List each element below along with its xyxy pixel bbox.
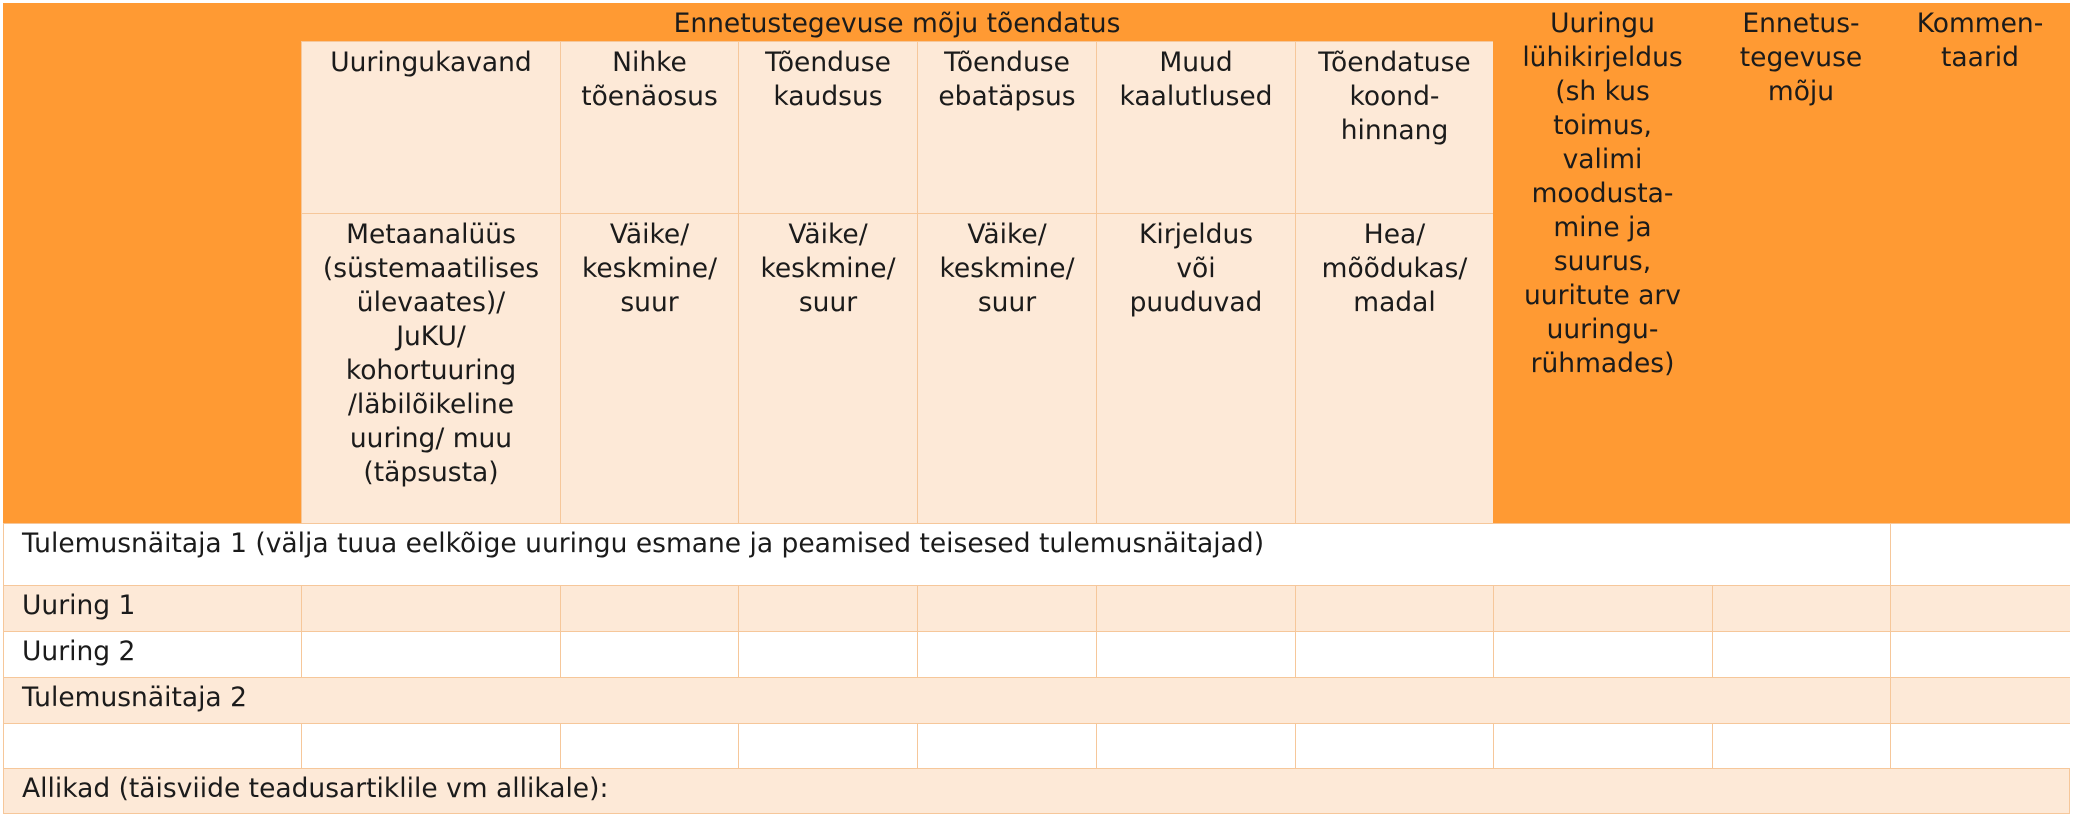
study-1-summary-cell[interactable] bbox=[1493, 585, 1712, 631]
study-2-effect-cell[interactable] bbox=[1712, 631, 1890, 677]
outcome-2-comment-cell[interactable] bbox=[1890, 677, 2070, 723]
empty-row-comment-cell[interactable] bbox=[1890, 723, 2070, 768]
group-header-effect-evidence: Ennetustegevuse mõju tõendatus bbox=[301, 3, 1493, 41]
study-2-bias-cell[interactable] bbox=[560, 631, 738, 677]
options-overall-evidence: Hea/ mõõdukas/ madal bbox=[1295, 213, 1493, 523]
empty-row-design-cell[interactable] bbox=[301, 723, 560, 768]
study-1-overall-cell[interactable] bbox=[1295, 585, 1493, 631]
outcome-1-comment-cell[interactable] bbox=[1890, 523, 2070, 585]
study-1-effect-cell[interactable] bbox=[1712, 585, 1890, 631]
empty-row-label-cell[interactable] bbox=[3, 723, 301, 768]
col-header-overall-evidence: Tõendatuse koond- hinnang bbox=[1295, 41, 1493, 213]
empty-row-other-cell[interactable] bbox=[1096, 723, 1295, 768]
empty-row-overall-cell[interactable] bbox=[1295, 723, 1493, 768]
study-1-other-cell[interactable] bbox=[1096, 585, 1295, 631]
study-2-imprecision-cell[interactable] bbox=[917, 631, 1096, 677]
study-2-label: Uuring 2 bbox=[3, 631, 301, 677]
options-other-considerations: Kirjeldus või puuduvad bbox=[1096, 213, 1295, 523]
study-2-other-cell[interactable] bbox=[1096, 631, 1295, 677]
study-2-summary-cell[interactable] bbox=[1493, 631, 1712, 677]
empty-row-effect-cell[interactable] bbox=[1712, 723, 1890, 768]
empty-row-bias-cell[interactable] bbox=[560, 723, 738, 768]
study-1-bias-cell[interactable] bbox=[560, 585, 738, 631]
header-corner-cell bbox=[3, 3, 301, 523]
study-2-indirectness-cell[interactable] bbox=[738, 631, 917, 677]
study-1-imprecision-cell[interactable] bbox=[917, 585, 1096, 631]
empty-row-indirectness-cell[interactable] bbox=[738, 723, 917, 768]
col-header-comments: Kommen- taarid bbox=[1890, 3, 2070, 523]
options-risk-of-bias: Väike/ keskmine/ suur bbox=[560, 213, 738, 523]
study-2-overall-cell[interactable] bbox=[1295, 631, 1493, 677]
col-header-indirectness: Tõenduse kaudsus bbox=[738, 41, 917, 213]
empty-row-summary-cell[interactable] bbox=[1493, 723, 1712, 768]
study-1-indirectness-cell[interactable] bbox=[738, 585, 917, 631]
col-header-other-considerations: Muud kaalutlused bbox=[1096, 41, 1295, 213]
col-header-study-summary: Uuringu lühikirjeldus (sh kus toimus, valimi moodusta- mine ja suurus, uuritute arv uuringu- rühmades) bbox=[1493, 3, 1712, 523]
study-1-label: Uuring 1 bbox=[3, 585, 301, 631]
outcome-2-label: Tulemusnäitaja 2 bbox=[3, 677, 1890, 723]
col-header-intervention-effect: Ennetus- tegevuse mõju bbox=[1712, 3, 1890, 523]
col-header-study-design: Uuringukavand bbox=[301, 41, 560, 213]
empty-row-imprecision-cell[interactable] bbox=[917, 723, 1096, 768]
options-study-design: Metaanalüüs (süstemaatilises ülevaates)/ JuKU/ kohortuuring /läbilõikeline uuring/ muu (täpsusta) bbox=[301, 213, 560, 523]
col-header-imprecision: Tõenduse ebatäpsus bbox=[917, 41, 1096, 213]
col-header-risk-of-bias: Nihke tõenäosus bbox=[560, 41, 738, 213]
options-indirectness: Väike/ keskmine/ suur bbox=[738, 213, 917, 523]
study-1-design-cell[interactable] bbox=[301, 585, 560, 631]
study-2-comment-cell[interactable] bbox=[1890, 631, 2070, 677]
options-imprecision: Väike/ keskmine/ suur bbox=[917, 213, 1096, 523]
study-1-comment-cell[interactable] bbox=[1890, 585, 2070, 631]
sources-label: Allikad (täisviide teadusartiklile vm allikale): bbox=[3, 768, 2070, 814]
study-2-design-cell[interactable] bbox=[301, 631, 560, 677]
outcome-1-label: Tulemusnäitaja 1 (välja tuua eelkõige uuringu esmane ja peamised teisesed tulemusnäitajad) bbox=[3, 523, 1890, 585]
